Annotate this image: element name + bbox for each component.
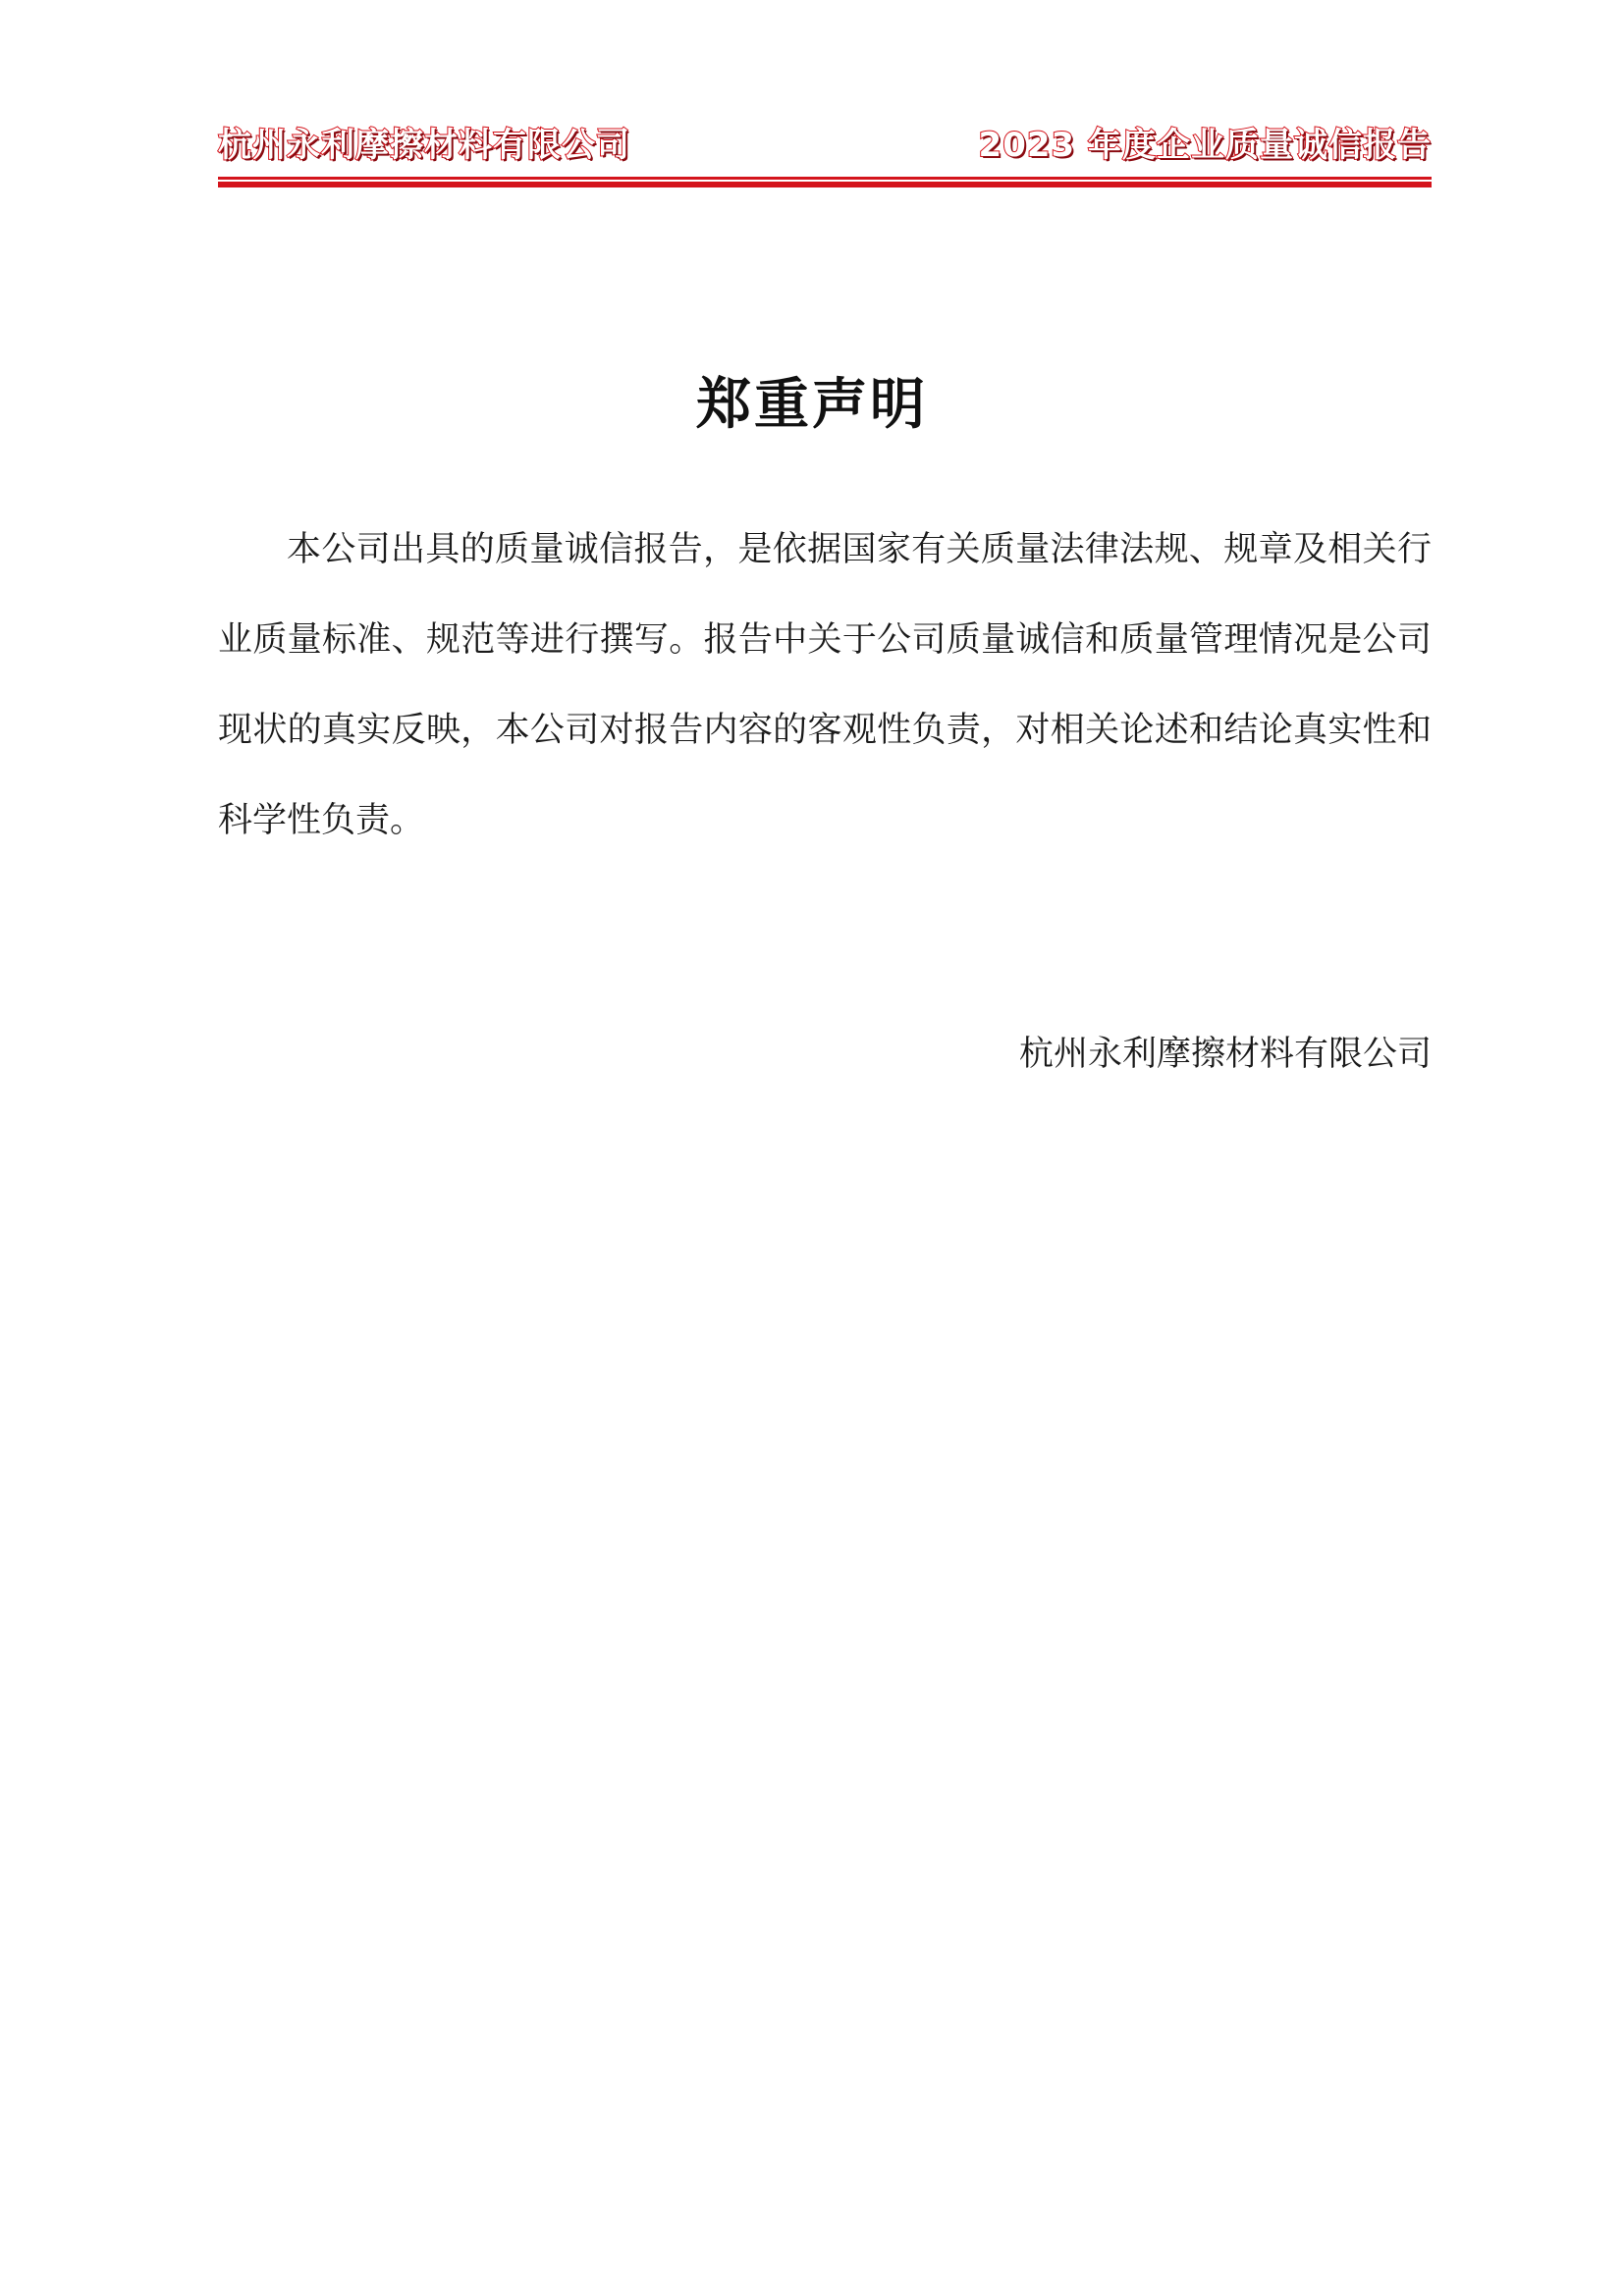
header-divider-thin [218,177,1432,180]
company-signature: 杭州永利摩擦材料有限公司 [1018,1035,1432,1074]
header-company-name: 杭州永利摩擦材料有限公司 [218,126,630,165]
document-title: 郑重声明 [696,373,928,437]
header-divider-thick [218,182,1432,187]
header-report-title: 2023 年度企业质量诚信报告 [978,126,1432,165]
declaration-paragraph: 本公司出具的质量诚信报告，是依据国家有关质量法律法规、规章及相关行业质量标准、规范等进行撰写。报告中关于公司质量诚信和质量管理情况是公司现状的真实反映，本公司对报告内容的客观性负责，对相关论述和结论真实性和科学性负责。 [218,530,1432,840]
page-header [218,116,1432,187]
